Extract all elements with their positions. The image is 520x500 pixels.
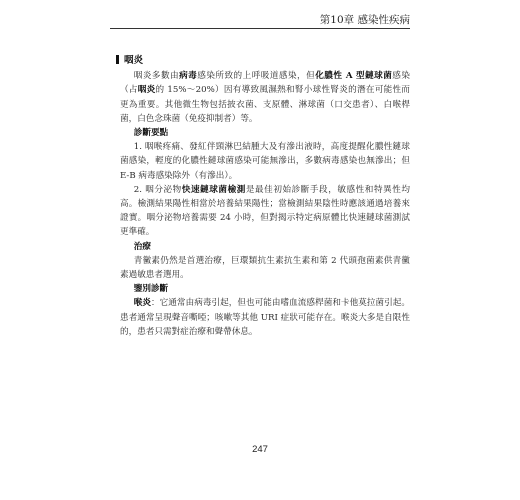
diagnosis-point-1: 1. 咽喉疼痛、發紅伴頸淋巴結腫大及有滲出液時，高度提醒化膿性鏈球菌感染，輕度的化膿性鏈球菌感染可能無滲出，多數病毒感染也無滲出；但 E-B 病毒感染除外（有滲出）。 bbox=[120, 142, 410, 181]
section-title-text: 咽炎 bbox=[124, 55, 144, 66]
running-header bbox=[110, 14, 410, 29]
differential-text: ：它通常由病毒引起，但也可能由嗜血流感桿菌和卡他莫拉菌引起。患者通常呈現聲音嘶啞；咳嗽等其他 URI 症狀可能存在。喉炎大多是自限性的，患者只需對症治療和聲帶休息。 bbox=[120, 298, 410, 337]
section-title bbox=[116, 54, 410, 68]
treatment-paragraph: 青黴素仍然是首選治療，巨環類抗生素抗生素和第 2 代頭孢菌素供青黴素過敏患者選用。 bbox=[120, 255, 410, 281]
intro-text-2: 感染所致的上呼吸道感染，但 bbox=[197, 71, 316, 82]
intro-text-3: 感染（占 bbox=[120, 71, 410, 96]
diagnosis-heading: 診斷要點 bbox=[133, 128, 169, 139]
differential-paragraph bbox=[120, 296, 410, 339]
intro-bold-pharyngitis: 咽炎 bbox=[137, 85, 156, 96]
section-marker-icon bbox=[116, 55, 119, 64]
intro-paragraph bbox=[120, 69, 410, 126]
differential-heading: 鑒別診斷 bbox=[133, 284, 169, 295]
intro-text-1: 咽炎多數由 bbox=[133, 71, 180, 82]
diagnosis-point-2-bold: 快速鏈球菌檢測 bbox=[181, 184, 246, 195]
main-content bbox=[120, 54, 410, 339]
intro-bold-virus: 病毒 bbox=[179, 71, 198, 82]
diagnosis-point-2-post: 是最佳初始診斷手段，敏感性和特異性均高。檢測結果陽性相當於培養結果陽性；當檢測結果陰性時應該通過培養來證實。咽分泌物培養需要 24 小時，但對揭示特定病原體比快速鏈球菌測試更準確。 bbox=[120, 184, 410, 238]
page-number: 247 bbox=[252, 444, 268, 455]
chapter-title: 第10章 感染性疾病 bbox=[319, 14, 410, 26]
diagnosis-point-2 bbox=[120, 183, 410, 240]
intro-bold-strep: 化膿性 A 型鏈球菌 bbox=[315, 71, 393, 82]
diagnosis-point-2-pre: 2. 咽分泌物 bbox=[133, 184, 182, 195]
intro-text-4: 的 15%～20%）因有導致風濕熱和腎小球性腎炎的潛在可能性而更為重要。其他微生物包括披衣菌、支原體、淋球菌（口交患者）、白喉桿菌，白色念珠菌（免疫抑制者）等。 bbox=[120, 85, 410, 124]
treatment-heading: 治療 bbox=[133, 241, 151, 252]
differential-bold-laryngitis: 喉炎 bbox=[133, 298, 152, 309]
